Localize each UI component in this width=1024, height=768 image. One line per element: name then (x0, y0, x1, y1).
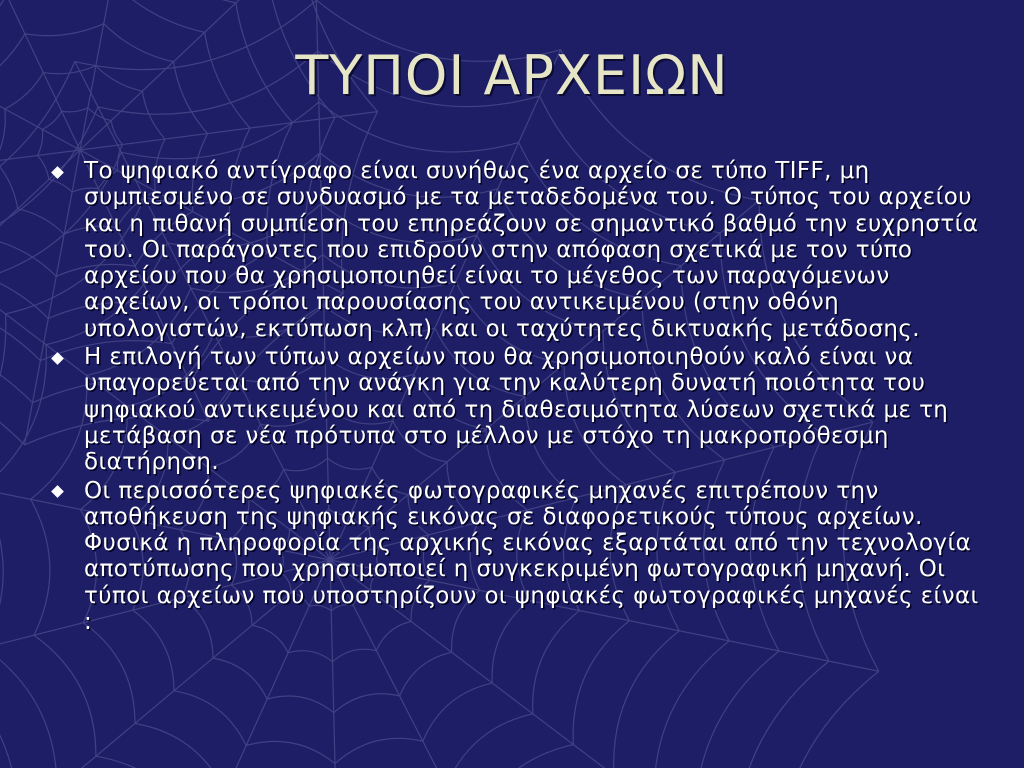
bullet-item (44, 344, 984, 475)
bullet-item (44, 478, 984, 636)
bullet-list (44, 158, 984, 637)
diamond-bullet-icon (50, 165, 64, 179)
slide-title: ΤΥΠΟΙ ΑΡΧΕΙΩΝ (295, 44, 729, 107)
bullet-text: Το ψηφιακό αντίγραφο είναι συνήθως ένα αρχείο σε τύπο TIFF, μη συμπιεσμένο σε συνδυασμό με τα μεταδεδομένα του. Ο τύπος του αρχείου και η πιθανή συμπίεση του επηρεάζουν σε σημαντικό βαθμό την ευχρηστία του. Οι παράγοντες που επιδρούν στην απόφαση σχετικά με τον τύπο αρχείου που θα χρησιμοποιηθεί είναι το μέγεθος των παραγόμενων αρχείων, οι τρόποι παρουσίασης του αντικειμένου (στην οθόνη υπολογιστών, εκτύπωση κλπ) και οι ταχύτητες δικτυακής μετάδοσης. (84, 158, 979, 342)
diamond-bullet-icon (50, 485, 64, 499)
diamond-bullet-icon (50, 351, 64, 365)
bullet-item (44, 158, 984, 342)
bullet-text: Η επιλογή των τύπων αρχείων που θα χρησιμοποιηθούν καλό είναι να υπαγορεύεται από την ανάγκη για την καλύτερη δυνατή ποιότητα του ψηφιακού αντικειμένου και από τη διαθεσιμότητα λύσεων σχετικά με τη μετάβαση σε νέα πρότυπα στο μέλλον με στόχο τη μακροπρόθεσμη διατήρηση. (84, 344, 949, 476)
bullet-text: Οι περισσότερες ψηφιακές φωτογραφικές μηχανές επιτρέπουν την αποθήκευση της ψηφιακής εικόνας σε διαφορετικούς τύπους αρχείων. Φυσικά η πληροφορία της αρχικής εικόνας εξαρτάται από την τεχνολογία αποτύπωσης που χρησιμοποιεί η συγκεκριμένη φωτογραφική μηχανή. Οι τύποι αρχείων που υποστηρίζουν οι ψηφιακές φωτογραφικές μηχανές είναι : (84, 477, 979, 636)
